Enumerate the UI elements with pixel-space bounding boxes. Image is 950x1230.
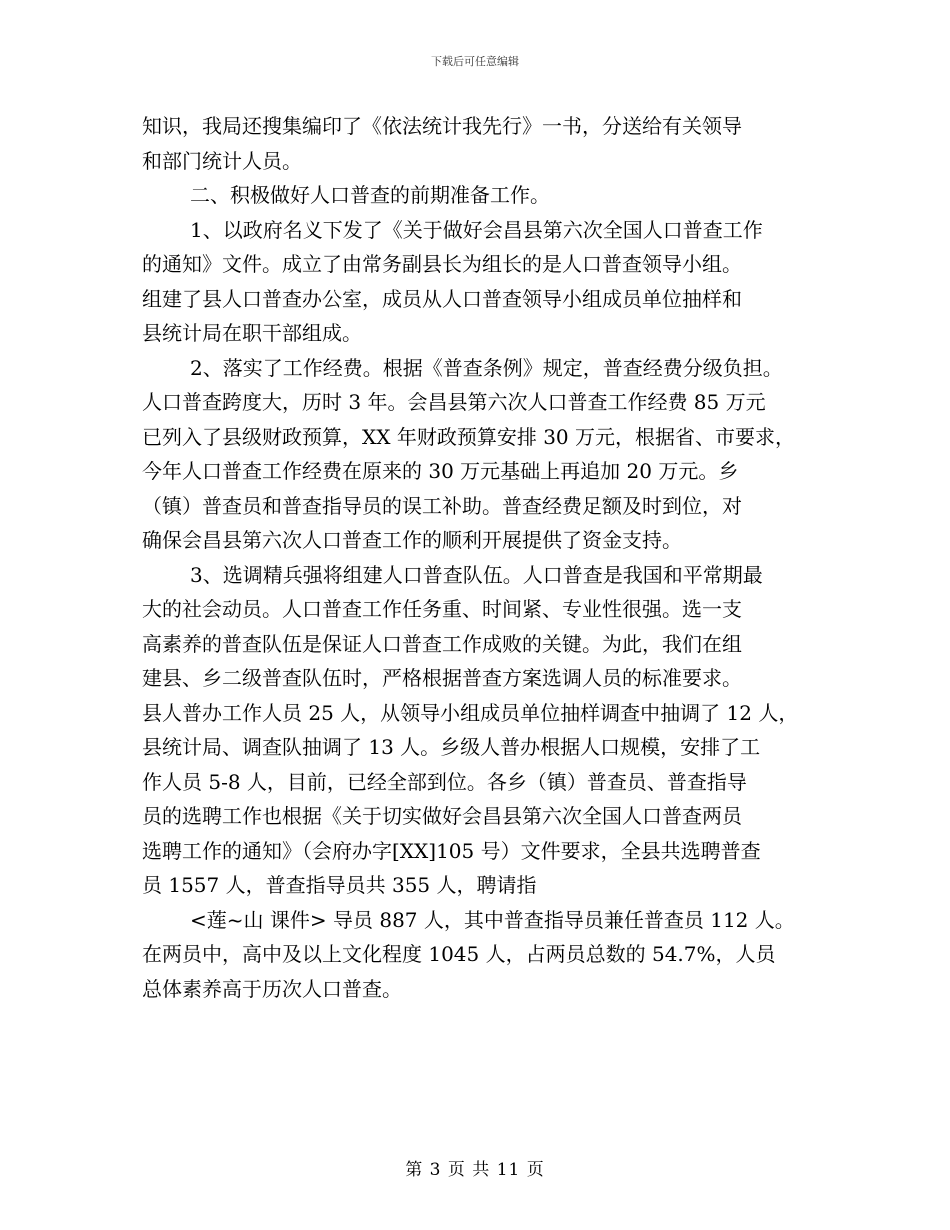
text-line: 作人员 5-8 人，目前，已经全部到位。各乡（镇）普查员、普查指导 xyxy=(142,769,747,794)
text-line: 的通知》文件。成立了由常务副县长为组长的是人口普查领导小组。 xyxy=(142,252,742,276)
text-line: 选聘工作的通知》（会府办字[XX]105 号）文件要求，全县共选聘普查 xyxy=(142,838,761,863)
text-line: 确保会昌县第六次人口普查工作的顺利开展提供了资金支持。 xyxy=(142,528,682,552)
document-body xyxy=(142,109,832,1006)
text-line: （镇）普查员和普查指导员的误工补助。普查经费足额及时到位，对 xyxy=(142,493,742,518)
text-line: 高素养的普查队伍是保证人口普查工作成败的关键。为此，我们在组 xyxy=(142,631,742,656)
text-line: <莲~山 课件> 导员 887 人，其中普查指导员兼任普查员 112 人。 xyxy=(190,907,795,932)
page-number-footer: 第 3 页 共 11 页 xyxy=(405,1160,545,1180)
text-line: 建县、乡二级普查队伍时，严格根据普查方案选调人员的标准要求。 xyxy=(142,666,742,690)
text-line: 已列入了县级财政预算，XX 年财政预算安排 30 万元，根据省、市要求， xyxy=(142,424,795,449)
text-line: 组建了县人口普查办公室，成员从人口普查领导小组成员单位抽样和 xyxy=(142,286,742,311)
text-line: 今年人口普查工作经费在原来的 30 万元基础上再追加 20 万元。乡 xyxy=(142,459,739,483)
text-line: 总体素养高于历次人口普查。 xyxy=(142,976,402,1001)
text-line: 1、以政府名义下发了《关于做好会昌县第六次全国人口普查工作 xyxy=(190,217,763,242)
text-line: 3、选调精兵强将组建人口普查队伍。人口普查是我国和平常期最 xyxy=(190,562,763,587)
text-line: 和部门统计人员。 xyxy=(142,148,302,173)
text-line: 员 1557 人，普查指导员共 355 人，聘请指 xyxy=(142,873,537,897)
text-line: 2、落实了工作经费。根据《普查条例》规定，普查经费分级负担。 xyxy=(190,355,783,380)
text-line: 县人普办工作人员 25 人，从领导小组成员单位抽样调查中抽调了 12 人， xyxy=(142,700,799,725)
text-line: 人口普查跨度大，历时 3 年。会昌县第六次人口普查工作经费 85 万元 xyxy=(142,390,766,414)
page-header: 下载后可任意编辑 xyxy=(431,55,519,68)
text-line: 员的选聘工作也根据《关于切实做好会昌县第六次全国人口普查两员 xyxy=(142,804,742,828)
text-line: 在两员中，高中及以上文化程度 1045 人，占两员总数的 54.7%，人员 xyxy=(142,942,776,966)
text-line: 知识，我局还搜集编印了《依法统计我先行》一书，分送给有关领导 xyxy=(142,114,742,138)
text-line: 县统计局在职干部组成。 xyxy=(142,321,362,345)
text-line: 二、积极做好人口普查的前期准备工作。 xyxy=(190,183,550,207)
text-line: 县统计局、调查队抽调了 13 人。乡级人普办根据人口规模，安排了工 xyxy=(142,735,761,759)
text-line: 大的社会动员。人口普查工作任务重、时间紧、专业性很强。选一支 xyxy=(142,597,742,621)
